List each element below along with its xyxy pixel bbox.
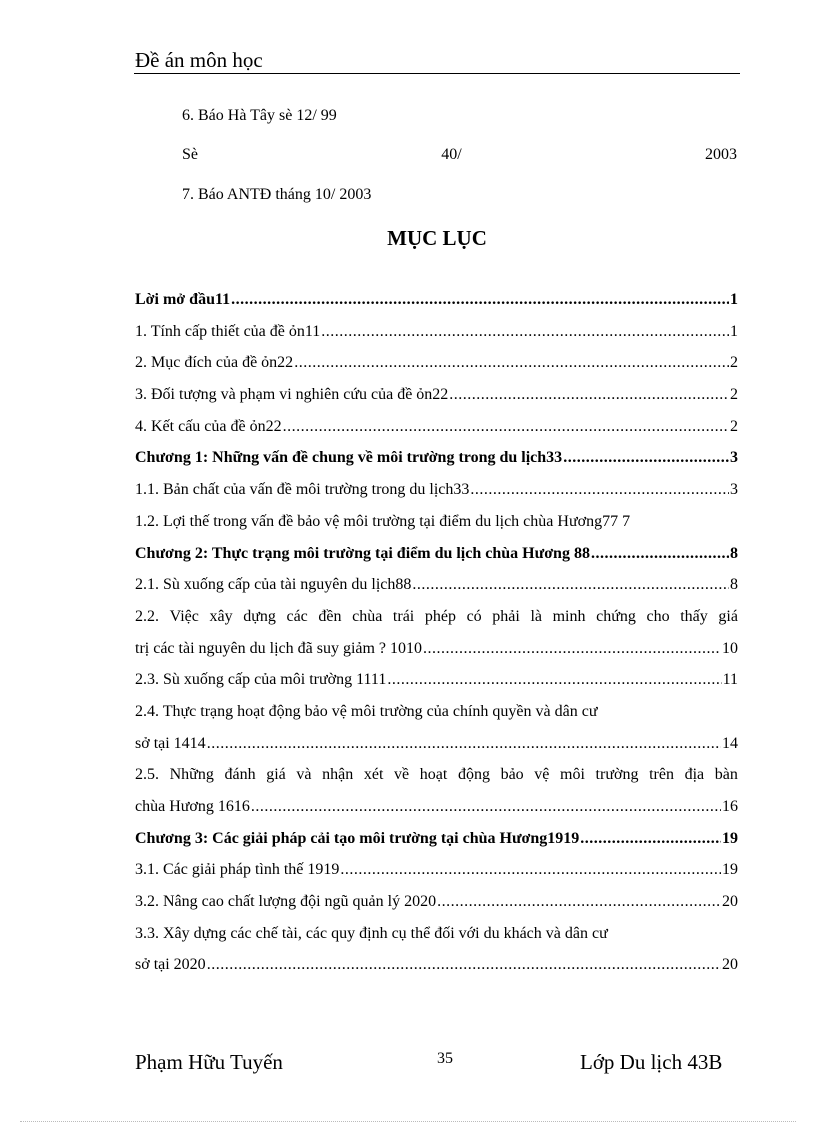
toc-entry[interactable] <box>135 449 738 481</box>
footer-class: Lớp Du lịch 43B <box>580 1050 723 1074</box>
toc-entry[interactable] <box>135 481 738 513</box>
toc-page-number: 20 <box>722 893 738 911</box>
toc-entry[interactable] <box>135 354 738 386</box>
toc-entry-text: 2.3. Sù xuống cấp của môi trường 1111 <box>135 671 387 689</box>
toc-page-number: 3 <box>730 449 738 467</box>
toc-dot-leader <box>423 640 721 658</box>
toc-entry-word: đánh <box>224 766 256 784</box>
toc-entry[interactable] <box>135 323 738 355</box>
toc-entry[interactable] <box>135 386 738 418</box>
toc-entry-word: trường <box>595 766 639 784</box>
toc-dot-leader <box>591 545 729 563</box>
toc-entry[interactable] <box>135 798 738 830</box>
toc-entry-word: chứng <box>596 607 636 625</box>
toc-page-number: 2 <box>730 386 738 404</box>
toc-entry-word: thấy <box>680 607 708 625</box>
toc-entry[interactable] <box>135 956 738 988</box>
toc-page-number: 8 <box>730 576 738 594</box>
toc-entry-word: trái <box>392 607 415 625</box>
toc-dot-leader <box>470 481 729 499</box>
toc-entry[interactable] <box>135 640 738 672</box>
toc-entry-word: phép <box>424 607 456 625</box>
toc-entry[interactable] <box>135 291 738 323</box>
toc-dot-leader <box>340 861 721 879</box>
toc-entry[interactable] <box>135 893 738 925</box>
toc-page-number: 11 <box>722 671 738 689</box>
reference-continuation <box>182 146 737 164</box>
toc-entry[interactable] <box>135 671 738 703</box>
toc-entry-first-line <box>135 703 738 735</box>
toc-page-number: 2 <box>730 354 738 372</box>
reference-cont-part: Sè <box>182 146 198 163</box>
toc-entry-text: 3.1. Các giải pháp tình thế 1919 <box>135 861 340 879</box>
reference-cont-part: 40/ <box>441 146 462 163</box>
toc-entry-text: 1.1. Bản chất của vấn đề môi trường trong du lịch33 <box>135 481 470 499</box>
table-of-contents <box>135 291 738 988</box>
toc-entry-word: về <box>394 766 410 784</box>
toc-entry-first-line <box>135 925 738 957</box>
toc-entry-text: 3. Đối tượng và phạm vi nghiên cứu của đề ỏn22 <box>135 386 449 404</box>
toc-entry-word: chùa <box>352 607 383 625</box>
toc-entry-word: và <box>296 766 312 784</box>
toc-entry[interactable] <box>135 735 738 767</box>
toc-page-number: 20 <box>722 956 738 974</box>
toc-entry[interactable] <box>135 861 738 893</box>
toc-entry-word: 2.2. <box>135 607 159 625</box>
toc-entry-word: là <box>530 607 542 625</box>
toc-entry-text: trị các tài nguyên du lịch đã suy giảm ? 1010 <box>135 639 423 657</box>
toc-dot-leader <box>437 893 721 911</box>
toc-entry-text: 1. Tính cấp thiết của đề ỏn11 <box>135 322 321 340</box>
toc-entry-first-line <box>135 608 738 640</box>
toc-dot-leader <box>563 449 729 467</box>
toc-entry-word: trên <box>649 766 674 784</box>
toc-entry-word: có <box>466 607 482 625</box>
toc-entry-text: 4. Kết cấu của đề ỏn22 <box>135 417 282 435</box>
toc-entry-word: bàn <box>714 766 738 784</box>
toc-entry[interactable] <box>135 545 738 577</box>
toc-entry-word: các <box>286 607 308 625</box>
toc-dot-leader <box>207 735 721 753</box>
toc-entry-text: Lời mở đầu11 <box>135 291 231 308</box>
toc-page-number: 14 <box>722 734 738 752</box>
page-bottom-border <box>20 1121 796 1122</box>
toc-dot-leader <box>580 830 721 848</box>
toc-entry-word: vệ <box>534 766 550 784</box>
toc-page-number: 1 <box>730 291 738 308</box>
toc-entry-text: 2.4. Thực trạng hoạt động bảo vệ môi trường của chính quyền và dân cư <box>135 702 598 720</box>
toc-entry-word: dựng <box>243 607 276 625</box>
toc-entry-text: Chương 2: Thực trạng môi trường tại điểm du lịch chùa Hương 88 <box>135 544 590 562</box>
toc-entry-word: giá <box>718 607 738 625</box>
toc-dot-leader <box>387 671 721 689</box>
toc-entry-word: minh <box>552 607 586 625</box>
toc-entry-text: Chương 1: Những vấn đề chung về môi trường trong du lịch33 <box>135 449 563 467</box>
toc-entry-word: xây <box>209 607 233 625</box>
toc-entry-word: Những <box>169 766 214 784</box>
toc-entry[interactable] <box>135 830 738 862</box>
toc-entry[interactable] <box>135 513 738 545</box>
toc-entry[interactable] <box>135 576 738 608</box>
toc-entry-text: 2.1. Sù xuống cấp của tài nguyên du lịch88 <box>135 576 412 594</box>
toc-dot-leader <box>231 291 729 309</box>
toc-dot-leader <box>207 956 721 974</box>
toc-page-number: 19 <box>722 861 738 879</box>
header-title: Đề án môn học <box>135 48 263 72</box>
toc-dot-leader <box>251 798 721 816</box>
footer-author: Phạm Hữu Tuyến <box>135 1050 283 1074</box>
footer-page-number: 35 <box>437 1050 453 1067</box>
toc-page-number: 10 <box>722 639 738 657</box>
toc-page-number: 3 <box>730 481 738 499</box>
toc-entry-word: đền <box>318 607 342 625</box>
toc-entry-text: 1.2. Lợi thế trong vấn đề bảo vệ môi trường tại điểm du lịch chùa Hương77 7 <box>135 512 631 530</box>
toc-page-number: 2 <box>730 417 738 435</box>
toc-entry-word: cho <box>646 607 670 625</box>
toc-entry-text: chùa Hương 1616 <box>135 798 250 815</box>
toc-entry-word: địa <box>684 766 705 784</box>
toc-entry-text: Chương 3: Các giải pháp cải tạo môi trường tại chùa Hương1919 <box>135 829 580 847</box>
toc-entry-text: sở tại 2020 <box>135 956 206 974</box>
toc-entry-word: động <box>457 766 490 784</box>
toc-entry-text: 3.2. Nâng cao chất lượng đội ngũ quản lý 2020 <box>135 893 437 911</box>
toc-entry-word: giá <box>266 766 286 784</box>
toc-entry-word: 2.5. <box>135 766 159 784</box>
toc-page-number: 16 <box>722 798 738 815</box>
reference-cont-part: 2003 <box>704 146 737 163</box>
toc-page-number: 8 <box>730 544 738 562</box>
toc-entry-word: bảo <box>500 766 524 784</box>
toc-entry-word: nhận <box>322 766 354 784</box>
toc-dot-leader <box>294 354 729 372</box>
toc-page-number: 19 <box>722 829 738 847</box>
toc-entry-word: Việc <box>169 607 199 625</box>
toc-entry-text: 2. Mục đích của đề ỏn22 <box>135 354 294 372</box>
toc-entry-text: sở tại 1414 <box>135 734 206 752</box>
toc-entry-word: phải <box>492 607 520 625</box>
toc-dot-leader <box>449 386 729 404</box>
toc-entry-word: hoạt <box>419 766 448 784</box>
toc-entry-first-line <box>135 766 738 798</box>
toc-page-number: 1 <box>730 322 738 340</box>
toc-dot-leader <box>283 418 729 436</box>
toc-entry-word: xét <box>363 766 384 784</box>
toc-entry-text: 3.3. Xây dựng các chế tài, các quy định cụ thể đối với du khách và dân cư <box>135 924 608 942</box>
reference-item-7: 7. Báo ANTĐ tháng 10/ 2003 <box>182 186 372 203</box>
toc-entry[interactable] <box>135 418 738 450</box>
header-rule <box>134 73 740 74</box>
toc-title: MỤC LỤC <box>387 226 487 250</box>
reference-item-6: 6. Báo Hà Tây sè 12/ 99 <box>182 107 337 124</box>
toc-dot-leader <box>321 323 729 341</box>
toc-dot-leader <box>412 576 729 594</box>
toc-entry-word: môi <box>560 766 585 784</box>
